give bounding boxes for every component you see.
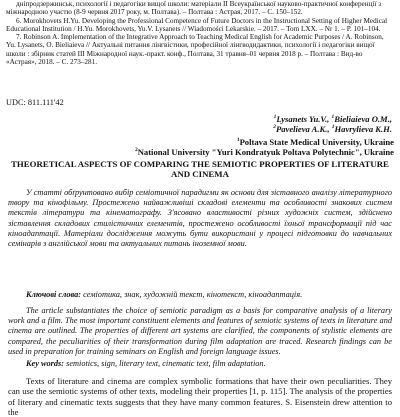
article-title: THEORETICAL ASPECTS OF COMPARING THE SEMIOTIC PROPERTIES OF LITERATURE AND CINEMA — [11, 159, 389, 179]
keywords-text: семіотика, знак, художній текст, кінотекст, кіноадаптація. — [83, 290, 303, 299]
udc-code: UDC: 811.111'42 — [6, 98, 64, 107]
author-sup: 2 — [273, 124, 276, 131]
references-list — [6, 0, 394, 66]
author-name: Havrylieva K.H. — [334, 124, 392, 134]
affiliation-text: National University "Yuri Kondratyuk Poltava Polytechnic", Ukraine — [137, 147, 394, 157]
affiliations-block — [6, 137, 394, 157]
author-name: Bieliaieva O.M., — [334, 114, 392, 124]
keywords-label: Ключові слова: — [26, 290, 82, 299]
keywords-text: semiotics, sign, literary text, cinematic text, film adaptation. — [66, 359, 266, 368]
authors-block — [92, 114, 392, 134]
abstract-english: The article substantiates the choice of semiotic paradigm as a basis for comparative analysis of a literary work and a film. The most important constituent elements and features of semiotic systems of texts in literature and cinema are outlined. The properties of different art systems are clarified, the components of stylistic elements are compared, the peculiarities of their transformation during film adaptation are traced. Research findings can be used in preparation for training seminars on English and foreign language issues. — [8, 306, 392, 356]
affiliation-sup: 2 — [134, 147, 138, 154]
author-name: Lysanets Yu.V., — [276, 114, 332, 124]
affiliation — [6, 147, 394, 157]
abstract-ukrainian: У статті обґрунтовано вибір семіотичної парадигми як основи для зіставного аналізу літературного твору та кінофільму. Простежено найважливіші складові елементи та особливості знакових систем текстів літератури та кінематографу. З'ясовано властивості різних художніх систем, здійснено зіставлення складових стилістичних елементів, простежено особливості їхньої трансформації під час кіноадаптації. Матеріали дослідження можуть бути використані у процесі підготовки до навчальних семінарів з англійської мови та актуальних питань іноземної мови. — [8, 188, 392, 249]
keywords-ukrainian — [8, 290, 392, 300]
affiliation — [6, 137, 394, 147]
author-sup: 1 — [273, 114, 277, 121]
author-sup: 1 — [331, 124, 335, 131]
reference-item: 7. Robinson A. Implementation of the Integrative Approach to Teaching Medical English for Academic Purposes / A. Robinson, Yu. Lysanets, O. Bieliaieva // Актуальні питання лінгвістики, професійної лінгводидактики, психології і педагогіки вищої школи : збірник статей ІІІ Міжнародної наук.-практ. конф., Полтава, 31 травня–01 червня 2018 р. – Полтава : Вид-во «Астрая», 2018. – С. 273–281. — [6, 33, 384, 67]
body-paragraph: Texts of literature and cinema are complex symbolic formations that have their own peculiarities. They can use the semiotic systems of other texts, modeling their properties [1, p. 115]. The analysis of the properties of literary and cinematic texts suggests that they have many common features. S. Eisenstein drew attention to the — [8, 376, 392, 417]
author-name: Pavelieva A.K., — [275, 124, 332, 134]
reference-item: 6. Morokhovets H.Yu. Developing the Professional Competence of Future Doctors in the Instructional Setting of Higher Medical Educational Institution / H.Yu. Morokhovets, Yu.V. Lysanets // Wiadomości Lekarskie. – 2017. – Tom LXX. – Nr 1. – P. 101–104. — [6, 16, 388, 33]
keywords-english — [8, 359, 392, 369]
reference-item: дніпродзержинськ, психології і педагогіки вищої школи: матеріали II Всеукраїнської науково-практичної конференції з міжнародною участю (8-9 червня 2017 року, м. Полтава). – Полтава : Астрая, 2017. – С. 150–152. — [6, 0, 382, 17]
affiliation-text: Poltava State Medical University, Ukraine — [239, 137, 394, 147]
affiliation-sup: 1 — [236, 137, 240, 144]
author-sup: 1 — [331, 114, 335, 121]
keywords-label: Key words: — [26, 359, 65, 368]
authors-line-2 — [92, 124, 392, 134]
authors-line-1 — [92, 114, 392, 124]
